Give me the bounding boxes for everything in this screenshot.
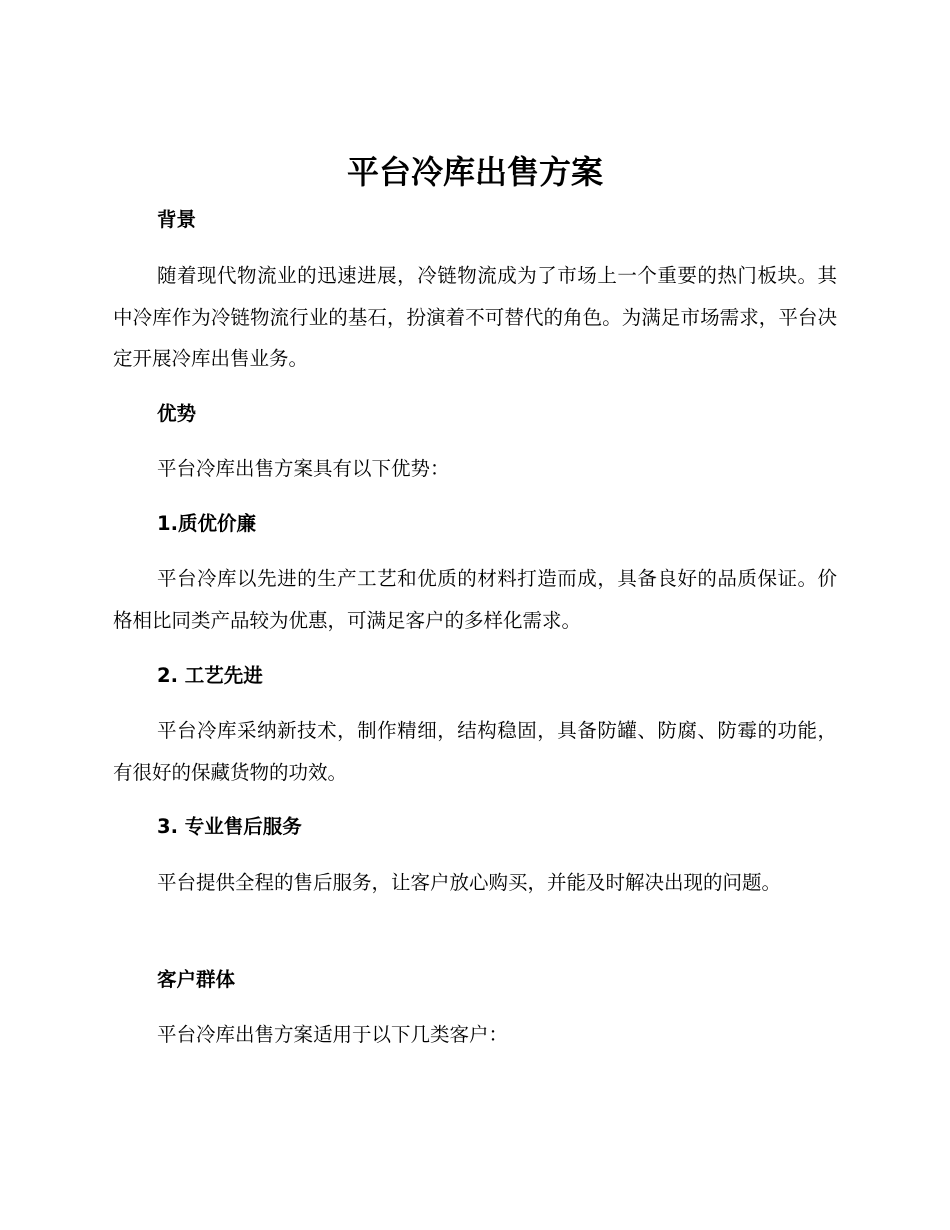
paragraph-advantages-intro: 平台冷库出售方案具有以下优势： xyxy=(157,457,450,480)
subheading-quality-price: 1.质优价廉 xyxy=(157,512,256,535)
paragraph-after-sales: 平台提供全程的售后服务，让客户放心购买，并能及时解决出现的问题。 xyxy=(157,871,782,894)
paragraph-quality-price: 平台冷库以先进的生产工艺和优质的材料打造而成，具备良好的品质保证。价格相比同类产品较为优惠，可满足客户的多样化需求。 xyxy=(113,567,837,632)
paragraph-background: 随着现代物流业的迅速进展，冷链物流成为了市场上一个重要的热门板块。其中冷库作为冷链物流行业的基石，扮演着不可替代的角色。为满足市场需求，平台决定开展冷库出售业务。 xyxy=(113,264,837,370)
subheading-after-sales: 3. 专业售后服务 xyxy=(157,815,302,838)
section-heading-customers: 客户群体 xyxy=(157,968,236,991)
paragraph-advanced-craft: 平台冷库采纳新技术，制作精细，结构稳固，具备防罐、防腐、防霉的功能，有很好的保藏货物的功效。 xyxy=(113,719,837,784)
document-title: 平台冷库出售方案 xyxy=(346,153,603,191)
section-heading-advantages: 优势 xyxy=(157,402,197,425)
section-heading-background: 背景 xyxy=(157,208,197,231)
subheading-advanced-craft: 2. 工艺先进 xyxy=(157,664,263,687)
paragraph-customers-intro: 平台冷库出售方案适用于以下几类客户： xyxy=(157,1023,509,1046)
